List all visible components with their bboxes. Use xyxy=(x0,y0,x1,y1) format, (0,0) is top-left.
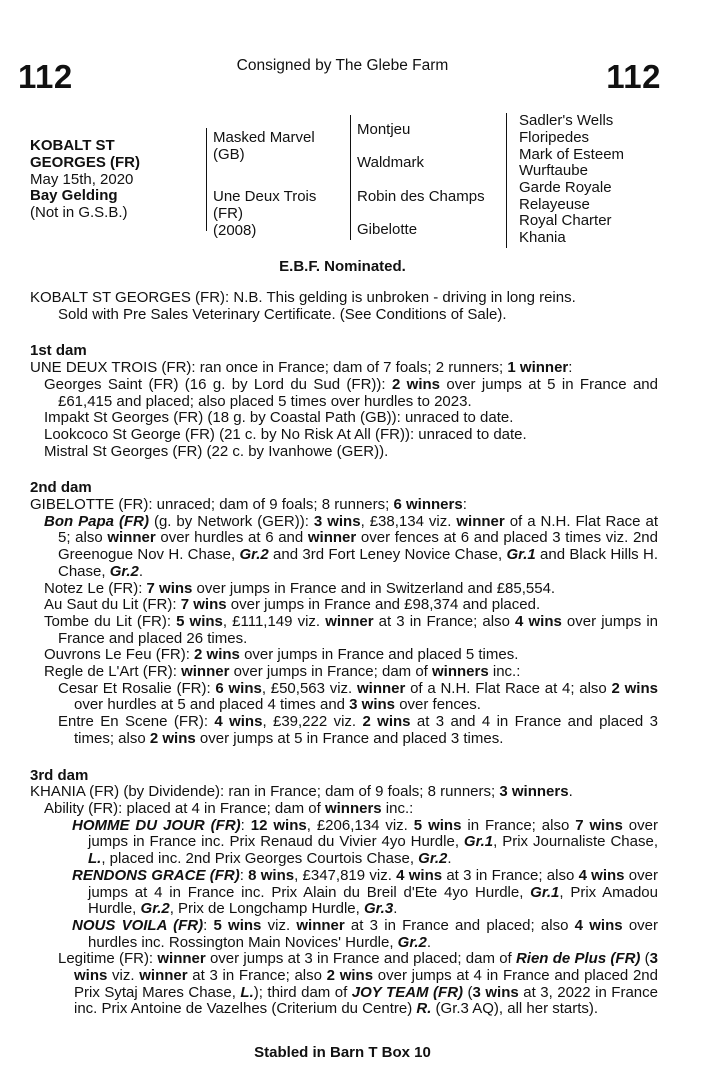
third-dam-line xyxy=(30,784,658,801)
text: of a N.H. Flat Race at 4; also xyxy=(405,679,612,697)
dam xyxy=(213,189,316,239)
third-dam-title: 3rd dam xyxy=(30,766,89,784)
text: Notez Le (FR): xyxy=(44,579,147,597)
text-bold: 2 wins xyxy=(326,967,374,985)
text: over hurdles at 6 and xyxy=(155,529,308,547)
text: Legitime (FR): xyxy=(58,950,158,968)
text: , £347,819 viz. xyxy=(294,866,397,884)
text: over jumps at 3 in France and placed; dam of xyxy=(205,950,516,968)
text-bold: 4 wins xyxy=(578,866,625,884)
produce-cesar-et-rosalie xyxy=(30,681,658,714)
granddam-paternal: Waldmark xyxy=(357,154,424,171)
text: over jumps at 4 in France and placed 2nd Prix Sytaj Mares Chase, xyxy=(74,967,658,1001)
ancestor-7: Royal Charter xyxy=(519,212,612,229)
text: viz. xyxy=(261,916,297,934)
text-bold: 2 wins xyxy=(149,729,196,747)
dam-year: (2008) xyxy=(213,221,257,239)
text: , £39,222 viz. xyxy=(262,713,363,731)
text: over jumps at 5 in France and placed 3 times. xyxy=(195,729,504,747)
intro-line2: Sold with Pre Sales Veterinary Certificate. (See Conditions of Sale). xyxy=(58,305,507,323)
text-bold: winner xyxy=(296,916,345,934)
grandsire-maternal: Robin des Champs xyxy=(357,188,485,205)
text-bold: 5 wins xyxy=(176,612,223,630)
horse-type: Bay Gelding xyxy=(30,187,118,205)
text-bold: 3 winners xyxy=(499,783,569,801)
text: over jumps in France inc. Prix Renaud du Vivier 4yo Hurdle, xyxy=(88,816,658,851)
text: at 3 in France; also xyxy=(442,866,579,884)
text-bold: 7 wins xyxy=(575,816,623,834)
text-bold: 5 wins xyxy=(413,816,462,834)
text-bold: 3 wins xyxy=(74,950,658,985)
race-grade: Gr.1 xyxy=(463,833,494,851)
text: and Black Hills H. Chase, xyxy=(58,546,658,580)
text: , Prix Journaliste Chase, xyxy=(493,833,658,851)
text: , Prix Amadou Hurdle, xyxy=(88,883,658,918)
divider-3 xyxy=(506,113,507,248)
granddam-maternal: Gibelotte xyxy=(357,221,418,238)
race-grade: Gr.2 xyxy=(418,850,448,868)
text-bold: winner xyxy=(181,663,230,681)
ancestor-2: Floripedes xyxy=(519,129,590,146)
stabled-location: Stabled in Barn T Box 10 xyxy=(254,1044,431,1061)
text: over jumps in France and placed 5 times. xyxy=(239,646,519,664)
text: : xyxy=(203,916,214,934)
second-dam-title: 2nd dam xyxy=(30,479,92,497)
text-bold: 7 wins xyxy=(146,579,193,597)
foaling-date: May 15th, 2020 xyxy=(30,170,134,188)
text: in France; also xyxy=(461,816,576,834)
text-bold: 4 wins xyxy=(574,916,623,934)
text-bold: winner xyxy=(307,529,357,547)
text: over hurdles at 5 and placed 4 times and xyxy=(74,696,350,714)
text: over jumps in France; dam of xyxy=(229,663,433,681)
ancestor-6: Relayeuse xyxy=(519,196,590,213)
text: Ability (FR): placed at 4 in France; dam of xyxy=(44,799,325,817)
race-grade: L. xyxy=(88,850,102,868)
text-bold: winner xyxy=(139,967,188,985)
race-grade: Gr.1 xyxy=(530,883,560,901)
text-bold: 2 wins xyxy=(391,375,440,393)
text: GIBELOTTE (FR): unraced; dam of 9 foals; 8 runners; xyxy=(30,496,394,514)
sire-country: (GB) xyxy=(213,145,245,163)
text-bold: winner xyxy=(157,950,206,968)
text-bold: winner xyxy=(107,529,156,547)
ancestor-3: Mark of Esteem xyxy=(519,146,625,163)
text-bold: 2 wins xyxy=(362,713,411,731)
text: Cesar Et Rosalie (FR): xyxy=(58,679,216,697)
text: Entre En Scene (FR): xyxy=(58,713,215,731)
text-bold: 6 winners xyxy=(393,496,463,514)
text: ( xyxy=(640,950,650,968)
first-dam-line xyxy=(30,360,658,377)
horse-name: HOMME DU JOUR (FR) xyxy=(72,816,241,834)
gsb-status: (Not in G.S.B.) xyxy=(30,204,128,222)
ancestor-4: Wurftaube xyxy=(519,162,588,179)
text: over jumps in France and in Switzerland and £85,554. xyxy=(192,579,556,597)
produce-ouvrons-le-feu xyxy=(30,647,658,664)
horse-info xyxy=(30,138,205,222)
text: at 3 and 4 in France and placed 3 times; also xyxy=(74,713,658,747)
text: over hurdles inc. Rossington Main Novices' Hurdle, xyxy=(88,916,659,951)
text: and 3rd Fort Leney Novice Chase, xyxy=(268,546,507,564)
text-bold: winner xyxy=(456,512,505,530)
text-bold: 2 wins xyxy=(611,679,658,697)
horse-name: NOUS VOILA (FR) xyxy=(72,916,204,934)
text: : xyxy=(240,816,251,834)
text-bold: 3 wins xyxy=(313,512,361,530)
text: Tombe du Lit (FR): xyxy=(44,612,177,630)
text: at 3, 2022 in France inc. Prix Antoine de Vazelhes (Criterium du Centre) xyxy=(74,983,658,1018)
text: . xyxy=(447,850,452,868)
text-bold: 3 wins xyxy=(349,696,396,714)
text: : xyxy=(568,359,573,377)
text: . xyxy=(138,562,144,580)
text: of a N.H. Flat Race at 5; also xyxy=(58,512,658,547)
produce-rendons-grace xyxy=(30,868,658,918)
text-bold: 3 wins xyxy=(472,983,519,1001)
produce-lookcoco: Lookcoco St George (FR) (21 c. by No Risk At All (FR)): unraced to date. xyxy=(44,425,527,443)
race-grade: Gr.3 xyxy=(364,900,394,918)
first-dam-title: 1st dam xyxy=(30,342,87,360)
text: over fences. xyxy=(395,696,481,714)
race-grade: L. xyxy=(240,983,254,1001)
text-bold: 4 wins xyxy=(515,612,562,630)
second-dam-line xyxy=(30,497,658,514)
horse-name-line2: GEORGES (FR) xyxy=(30,153,141,171)
text: ( xyxy=(463,983,473,1001)
text: Au Saut du Lit (FR): xyxy=(44,596,181,614)
sire xyxy=(213,130,315,164)
produce-impakt: Impakt St Georges (FR) (18 g. by Coastal Path (GB)): unraced to date. xyxy=(44,409,514,427)
produce-nous-voila xyxy=(30,918,658,951)
divider-1 xyxy=(206,128,207,231)
dam-name: Une Deux Trois xyxy=(213,188,317,205)
text: , £38,134 viz. xyxy=(360,512,457,530)
pedigree-table xyxy=(30,113,650,248)
text: Georges Saint (FR) (16 g. by Lord du Sud (FR)): xyxy=(44,375,392,393)
lot-number-right: 112 xyxy=(606,58,661,95)
text-bold: winners xyxy=(432,663,489,681)
text-bold: 8 wins xyxy=(248,866,295,884)
text: KHANIA (FR) (by Dividende): ran in France; dam of 9 foals; 8 runners; xyxy=(30,783,500,801)
produce-regle-de-lart xyxy=(30,664,658,681)
text: , Prix de Longchamp Hurdle, xyxy=(169,900,364,918)
text: : xyxy=(239,866,249,884)
text: Ouvrons Le Feu (FR): xyxy=(44,646,195,664)
ancestor-8: Khania xyxy=(519,229,566,246)
horse-name: RENDONS GRACE (FR) xyxy=(72,866,240,884)
horse-name-line1: KOBALT ST xyxy=(30,137,115,154)
text: at 3 in France; also xyxy=(373,612,516,630)
text: viz. xyxy=(107,967,140,985)
sire-name: Masked Marvel xyxy=(213,129,315,146)
text-bold: 6 wins xyxy=(215,679,262,697)
produce-entre-en-scene xyxy=(30,714,658,747)
text-bold: 5 wins xyxy=(213,916,262,934)
text-bold: 7 wins xyxy=(180,596,227,614)
ancestor-5: Garde Royale xyxy=(519,179,612,196)
text: inc.: xyxy=(381,799,414,817)
text-bold: 2 wins xyxy=(194,646,240,664)
race-grade: Gr.1 xyxy=(506,546,536,564)
horse-name: Rien de Plus (FR) xyxy=(515,950,641,968)
produce-georges-saint xyxy=(30,377,658,410)
produce-homme-du-jour xyxy=(30,818,658,868)
horse-name: JOY TEAM (FR) xyxy=(351,983,464,1001)
produce-ability xyxy=(30,801,658,818)
text: . xyxy=(426,933,432,951)
text: over jumps in France and £98,374 and placed. xyxy=(226,596,541,614)
race-grade: Gr.2 xyxy=(239,546,269,564)
grandsire-paternal: Montjeu xyxy=(357,121,411,138)
race-grade: Gr.2 xyxy=(140,900,170,918)
lot-number-left: 112 xyxy=(18,58,73,95)
ancestor-1: Sadler's Wells xyxy=(519,112,614,129)
text: (g. by Network (GER)): xyxy=(148,512,314,530)
text: UNE DEUX TROIS (FR): ran once in France; dam of 7 foals; 2 runners; xyxy=(30,359,508,377)
text: . xyxy=(568,783,573,801)
text-bold: winner xyxy=(325,612,374,630)
text-bold: winners xyxy=(324,799,382,817)
horse-name: Bon Papa (FR) xyxy=(44,512,149,530)
produce-legitime xyxy=(30,951,658,1018)
produce-tombe-du-lit xyxy=(30,614,658,647)
dam-country: (FR) xyxy=(213,204,243,222)
text: ); third dam of xyxy=(253,983,352,1001)
race-grade: R. xyxy=(416,1000,432,1018)
text: over jumps in France and placed 26 times. xyxy=(58,612,658,647)
race-grade: Gr.2 xyxy=(397,933,427,951)
text: . xyxy=(393,900,398,918)
ebf-nominated: E.B.F. Nominated. xyxy=(279,258,406,275)
produce-bon-papa xyxy=(30,514,658,581)
text: , placed inc. 2nd Prix Georges Courtois Chase, xyxy=(101,850,419,868)
catalogue-body xyxy=(30,290,658,1018)
text: at 3 in France; also xyxy=(187,967,327,985)
text-bold: 1 winner xyxy=(507,359,569,377)
consignor: Consigned by The Glebe Farm xyxy=(236,57,449,74)
intro-line1: KOBALT ST GEORGES (FR): N.B. This gelding is unbroken - driving in long reins. xyxy=(30,289,576,306)
text-bold: 4 wins xyxy=(214,713,263,731)
produce-mistral: Mistral St Georges (FR) (22 c. by Ivanhowe (GER)). xyxy=(44,442,389,460)
text: inc.: xyxy=(488,663,521,681)
race-grade: Gr.2 xyxy=(109,562,139,580)
text: , £206,134 viz. xyxy=(306,816,414,834)
text: , £111,149 viz. xyxy=(222,612,326,630)
text: over jumps at 5 in France and £61,415 and placed; also placed 5 times over hurdles to 2023. xyxy=(58,375,658,410)
produce-au-saut-du-lit xyxy=(30,597,658,614)
text-bold: 12 wins xyxy=(250,816,307,834)
text: : xyxy=(462,496,467,514)
produce-notez-le xyxy=(30,581,658,598)
text: at 3 in France and placed; also xyxy=(344,916,575,934)
divider-2 xyxy=(350,115,351,240)
text-bold: winner xyxy=(356,679,406,697)
text: Regle de L'Art (FR): xyxy=(44,663,182,681)
text: over jumps at 4 in France inc. Prix Alain du Breil d'Ete 4yo Hurdle, xyxy=(88,866,658,901)
text-bold: 4 wins xyxy=(396,866,443,884)
text: (Gr.3 AQ), all her starts). xyxy=(431,1000,599,1018)
text: over fences at 6 and placed 3 times viz. 2nd Greenogue Nov H. Chase, xyxy=(58,529,658,564)
text: , £50,563 viz. xyxy=(261,679,357,697)
